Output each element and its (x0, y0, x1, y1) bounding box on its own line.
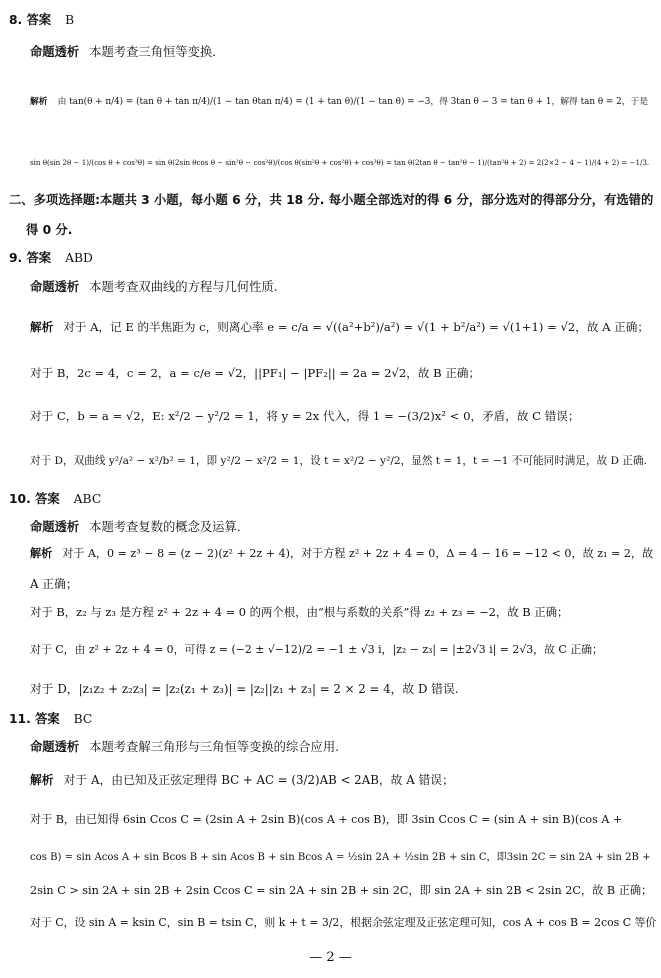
analysis-label: 命题透析 (30, 740, 80, 754)
solution-label: 解析 (30, 547, 53, 560)
q9-analysis-line (30, 279, 278, 295)
q11-analysis-line (30, 739, 339, 755)
solution-text: 对于 A，记 E 的半焦距为 c，则离心率 e = c/a = √((a²+b²)/a²) = √(1 + b²/a²) = √(1+1) = √2，故 A 正确； (63, 320, 649, 334)
answer-label: 9. 答案 (9, 251, 52, 265)
solution-text: 对于 A，0 = z³ − 8 = (z − 2)(z² + 2z + 4)，对于方程 z² + 2z + 4 = 0，Δ = 4 − 16 = −12 < 0，故 z₁ = 2，故 (62, 547, 654, 560)
section-heading-line-1: 二、多项选择题:本题共 3 小题，每小题 6 分，共 18 分. 每小题全部选对的得 6 分，部分选对的得部分分，有选错的 (9, 193, 654, 207)
q8-analysis-line (30, 44, 216, 60)
solution-label: 解析 (30, 320, 54, 334)
solution-label: 解析 (30, 97, 48, 107)
section-heading-line-2: 得 0 分. (26, 223, 73, 237)
q9-solution-line-4: 对于 D，双曲线 y²/a² − x²/b² = 1，即 y²/2 − x²/2 = 1，设 t = x²/2 − y²/2，显然 t = 1，t = −1 不可能同时满足，故 D 正确. (30, 455, 647, 467)
q11-solution-line-1 (30, 772, 454, 788)
page-number: — 2 — (309, 950, 352, 965)
answer-label: 11. 答案 (9, 712, 60, 726)
answer-value: BC (73, 712, 93, 726)
solution-label: 解析 (30, 773, 54, 787)
q10-heading (9, 491, 101, 507)
analysis-text: 本题考查复数的概念及运算. (89, 520, 241, 534)
analysis-label: 命题透析 (30, 280, 80, 294)
analysis-text: 本题考查三角恒等变换. (89, 45, 217, 59)
answer-label: 8. 答案 (9, 13, 52, 27)
solution-text: 对于 A，由已知及正弦定理得 BC + AC = (3/2)AB < 2AB，故 A 错误； (63, 773, 454, 787)
q10-solution-line-4: 对于 C，由 z² + 2z + 4 = 0，可得 z = (−2 ± √−12)/2 = −1 ± √3 i，|z₂ − z₃| = |±2√3 i| = 2√3，故 C 正确； (30, 643, 603, 656)
answer-label: 10. 答案 (9, 492, 60, 506)
q10-solution-line-1 (30, 546, 653, 562)
q8-heading (9, 12, 74, 28)
q11-heading (9, 711, 92, 727)
q9-solution-line-1 (30, 319, 649, 335)
q9-solution-line-2: 对于 B，2c = 4，c = 2，a = c/e = √2，||PF₁| − |PF₂|| = 2a = 2√2，故 B 正确； (30, 366, 481, 380)
solution-text: sin θ(sin 2θ − 1)/(cos θ + cos³θ) = sin θ(2sin θcos θ − sin²θ − cos²θ)/(cos θ(sin²θ + cos²θ) + cos³θ) = tan θ(2tan θ − tan²θ − 1)/(tan²θ + 2) = 2(2×2 − 4 − 1)/(4 + 2) = −1/3. (30, 158, 650, 167)
q10-solution-line-5: 对于 D，|z₁z₂ + z₂z₃| = |z₂(z₁ + z₃)| = |z₂||z₁ + z₃| = 2 × 2 = 4，故 D 错误. (30, 682, 459, 696)
answer-value: ABD (65, 251, 93, 265)
q11-solution-line-4: 2sin C > sin 2A + sin 2B + 2sin Ccos C = sin 2A + sin 2B + sin 2C，即 sin 2A + sin 2B < 2sin 2C，故 B 正确； (30, 884, 653, 897)
solution-text: 由 tan(θ + π/4) = (tan θ + tan π/4)/(1 − tan θtan π/4) = (1 + tan θ)/(1 − tan θ) = −3，得 3tan θ − 3 = tan θ + 1，解得 tan θ = 2，于是 (57, 97, 649, 107)
analysis-text: 本题考查双曲线的方程与几何性质. (89, 280, 278, 294)
q9-heading (9, 250, 93, 266)
q11-solution-line-3: cos B) = sin Acos A + sin Bcos B + sin Acos B + sin Bcos A = ½sin 2A + ½sin 2B + sin C，即3sin 2C = sin 2A + sin 2B + (30, 852, 651, 863)
q11-solution-line-2: 对于 B，由已知得 6sin Ccos C = (2sin A + 2sin B)(cos A + cos B)，即 3sin Ccos C = (sin A + sin B)(cos A + (30, 813, 623, 826)
analysis-label: 命题透析 (30, 45, 80, 59)
q10-analysis-line (30, 519, 241, 535)
analysis-label: 命题透析 (30, 520, 80, 534)
analysis-text: 本题考查解三角形与三角恒等变换的综合应用. (89, 740, 340, 754)
q10-solution-line-3: 对于 B，z₂ 与 z₃ 是方程 z² + 2z + 4 = 0 的两个根，由“根与系数的关系”得 z₂ + z₃ = −2，故 B 正确； (30, 605, 569, 619)
q11-solution-line-5: 对于 C，设 sin A = ksin C，sin B = tsin C，则 k + t = 3/2，根据余弦定理及正弦定理可知，cos A + cos B = 2cos C 等价 (30, 916, 657, 929)
answer-value: B (65, 13, 75, 27)
q10-solution-line-2: A 正确； (30, 577, 78, 591)
q8-solution-line-2 (30, 155, 649, 171)
answer-value: ABC (73, 492, 102, 506)
q9-solution-line-3: 对于 C，b = a = √2，E: x²/2 − y²/2 = 1，将 y = 2x 代入，得 1 = −(3/2)x² < 0，矛盾，故 C 错误； (30, 409, 580, 423)
q8-solution-line-1 (30, 94, 648, 110)
